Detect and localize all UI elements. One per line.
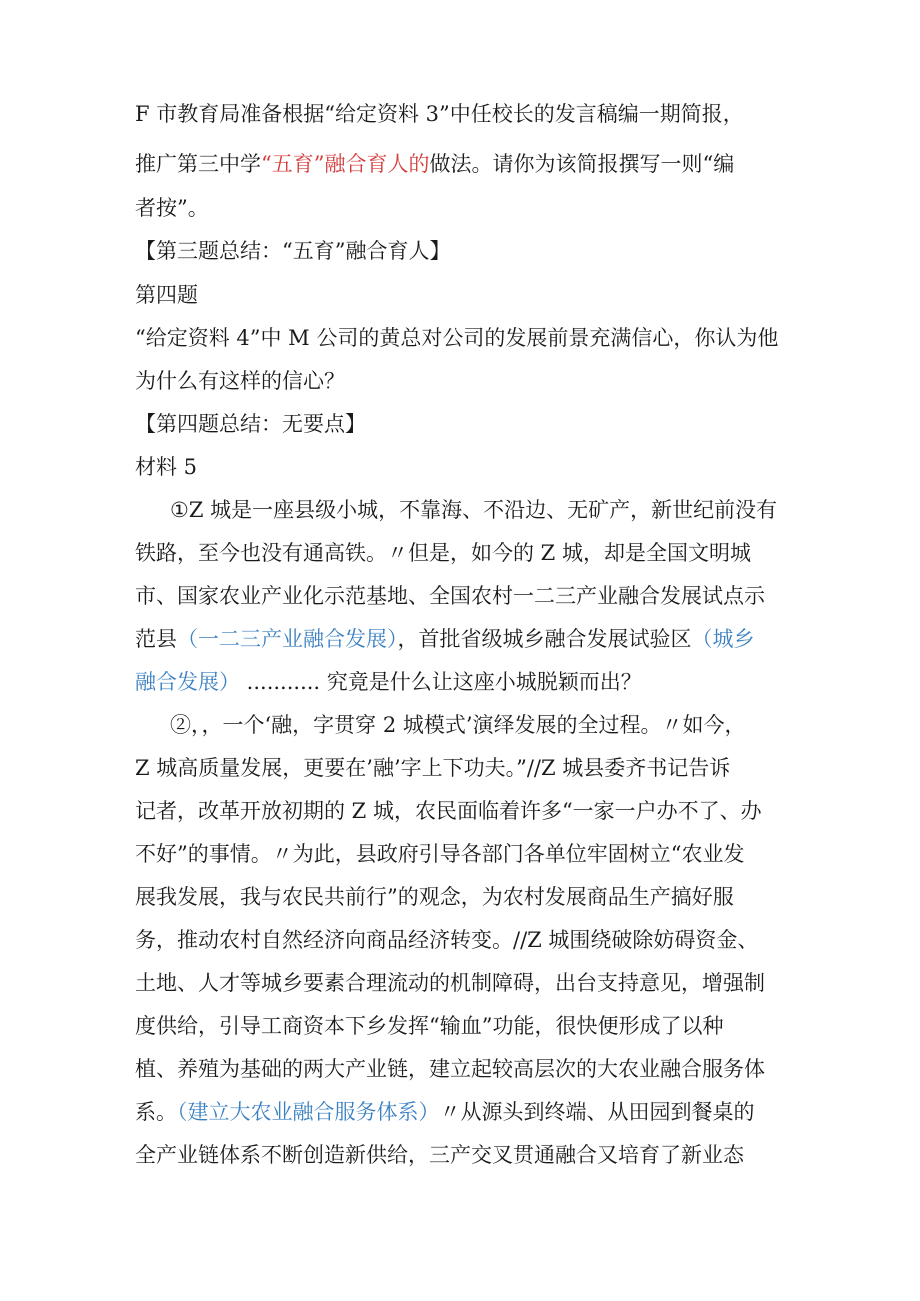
text-segment: 不好”的事情。〃为此，县政府引导各部门各单位牢固树立“农业发 xyxy=(135,842,745,866)
q4-text-line-2 xyxy=(135,367,345,395)
p1-line-4 xyxy=(135,625,755,653)
p2-line-4 xyxy=(135,840,744,868)
text-segment: 务，推动农村自然经济向商品经济转变。//Z 城围绕破除妨碍资金、 xyxy=(135,928,759,952)
text-segment: 推广第三中学 xyxy=(135,152,261,176)
text-segment: 范县 xyxy=(135,627,177,651)
text-segment: Z 城高质量发展，更要在’融’字上下功夫。”//Z 城县委齐书记告诉 xyxy=(135,756,731,780)
text-segment: ，首批省级城乡融合发展试验区 xyxy=(397,627,692,651)
text-segment: 〃从源头到终端、从田园到餐桌的 xyxy=(439,1100,755,1124)
annotation-blue-segment: 融合发展） xyxy=(135,670,240,694)
text-segment: F 市教育局准备根据“给定资料 3”中任校长的发言稿编一期简报， xyxy=(135,102,744,126)
q4-summary xyxy=(135,410,366,438)
text-segment: ①Z 城是一座县级小城，不靠海、不沿边、无矿产，新世纪前没有 xyxy=(170,498,778,522)
q4-text-line-1 xyxy=(135,324,778,352)
p2-line-7 xyxy=(135,969,765,997)
q3-summary xyxy=(135,237,450,265)
text-segment: 为什么有这样的信心？ xyxy=(135,369,345,393)
q4-heading xyxy=(135,281,198,309)
text-segment: “给定资料 4”中 M 公司的黄总对公司的发展前景充满信心，你认为他 xyxy=(135,326,779,350)
annotation-blue-segment: （一二三产业融合发展） xyxy=(177,627,398,651)
summary-text: 【第三题总结：“五育”融合育人】 xyxy=(135,239,451,263)
p1-line-1 xyxy=(170,496,777,524)
text-segment: 铁路，至今也没有通高铁。〃但是，如今的 Z 城，却是全国文明城 xyxy=(135,541,751,565)
p2-line-1 xyxy=(170,711,746,739)
text-segment: 者按”。 xyxy=(135,196,209,220)
text-segment: 做法。请你为该简报撰写一则“编 xyxy=(429,152,735,176)
q3-text-line-2 xyxy=(135,150,734,178)
p2-line-8 xyxy=(135,1012,723,1040)
summary-text: 【第四题总结：无要点】 xyxy=(135,412,366,436)
p2-line-10 xyxy=(135,1098,755,1126)
text-segment: ②，，一个‘融，字贯穿 2 城模式’演绎发展的全过程。〃如今， xyxy=(170,713,746,737)
text-segment: 系。 xyxy=(135,1100,177,1124)
p2-line-9 xyxy=(135,1055,765,1083)
heading-text: 材料 5 xyxy=(135,455,198,479)
p1-line-5 xyxy=(135,668,642,696)
text-segment: 全产业链体系不断创造新供给，三产交叉贯通融合又培育了新业态 xyxy=(135,1143,744,1167)
p2-line-5 xyxy=(135,883,734,911)
p2-line-11 xyxy=(135,1141,744,1169)
text-segment: 记者，改革开放初期的 Z 城，农民面临着许多“一家一户办不了、办 xyxy=(135,799,762,823)
q3-text-line-3 xyxy=(135,194,209,222)
text-segment: 市、国家农业产业化示范基地、全国农村一二三产业融合发展试点示 xyxy=(135,584,765,608)
material-5-heading xyxy=(135,453,197,481)
p1-line-3 xyxy=(135,582,765,610)
annotation-blue-segment: （城乡 xyxy=(691,627,755,651)
p1-line-2 xyxy=(135,539,751,567)
highlight-red-segment: “五育”融合育人的 xyxy=(261,152,430,176)
heading-text: 第四题 xyxy=(135,283,198,307)
text-segment: 植、养殖为基础的两大产业链，建立起较高层次的大农业融合服务体 xyxy=(135,1057,765,1081)
text-segment: 度供给，引导工商资本下乡发挥“输血”功能，很快便形成了以种 xyxy=(135,1014,724,1038)
text-segment: 土地、人才等城乡要素合理流动的机制障碍，出台支持意见，增强制 xyxy=(135,971,765,995)
text-segment: ........... 究竟是什么让这座小城脱颖而出？ xyxy=(240,670,642,694)
p2-line-3 xyxy=(135,797,762,825)
q3-text-line-1 xyxy=(135,100,744,128)
annotation-blue-segment: （建立大农业融合服务体系） xyxy=(177,1100,440,1124)
text-segment: 展我发展，我与农民共前行”的观念，为农村发展商品生产搞好服 xyxy=(135,885,734,909)
p2-line-2 xyxy=(135,754,730,782)
p2-line-6 xyxy=(135,926,758,954)
